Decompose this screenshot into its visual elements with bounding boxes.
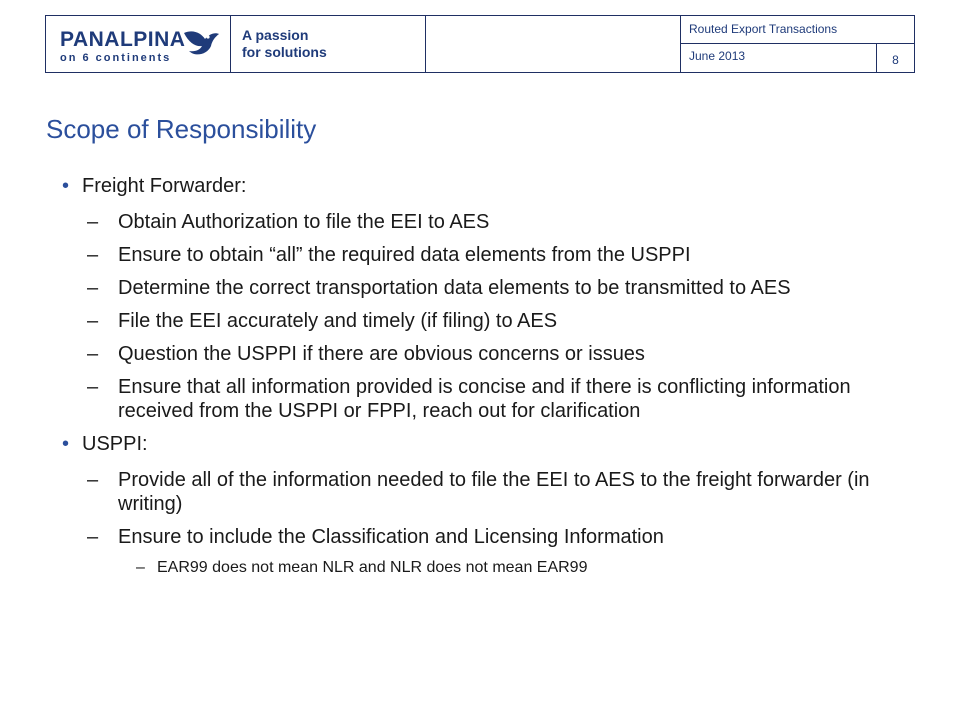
en-dash: – xyxy=(136,559,145,576)
slogan xyxy=(242,27,327,61)
bullet-freight-forwarder xyxy=(62,174,902,198)
slide-content xyxy=(62,174,902,578)
sub-bullet xyxy=(62,243,902,267)
bullet-dot: • xyxy=(62,175,70,197)
sub-bullet xyxy=(62,525,902,549)
slogan-line-2: for solutions xyxy=(242,44,327,60)
sub-bullet-text: Provide all of the information needed to file the EEI to AES to the freight forwarder (in writing) xyxy=(118,469,870,515)
sub-bullet xyxy=(62,210,902,234)
presentation-topic: Routed Export Transactions xyxy=(681,16,914,44)
bullet-label: USPPI: xyxy=(82,433,148,455)
slogan-cell xyxy=(231,16,426,72)
sub-bullet-text: Determine the correct transportation data elements to be transmitted to AES xyxy=(118,277,791,299)
sub-bullet xyxy=(62,342,902,366)
en-dash: – xyxy=(87,244,99,266)
sub-bullet xyxy=(62,468,902,516)
sub-bullet xyxy=(62,309,902,333)
info-cell xyxy=(681,16,914,72)
logo-name: PANALPINA xyxy=(60,28,186,51)
sub-sub-bullet-text: EAR99 does not mean NLR and NLR does not mean EAR99 xyxy=(157,559,588,576)
slide-header xyxy=(45,15,915,73)
sub-bullet-text: Question the USPPI if there are obvious concerns or issues xyxy=(118,343,645,365)
sub-bullet-text: Ensure to include the Classification and Licensing Information xyxy=(118,526,664,548)
sub-bullet-text: File the EEI accurately and timely (if filing) to AES xyxy=(118,310,558,332)
en-dash: – xyxy=(87,310,99,332)
logo-tagline: on 6 continents xyxy=(60,52,172,64)
en-dash: – xyxy=(87,211,99,233)
sub-bullet-text: Ensure to obtain “all” the required data elements from the USPPI xyxy=(118,244,691,266)
sub-bullet-text: Ensure that all information provided is concise and if there is conflicting information received from the USPPI or FPPI, reach out for clarification xyxy=(118,376,851,422)
en-dash: – xyxy=(87,343,99,365)
empty-cell xyxy=(426,16,681,72)
logo-cell xyxy=(46,16,231,72)
en-dash: – xyxy=(87,376,99,398)
sub-sub-bullet xyxy=(62,558,902,578)
bullet-label: Freight Forwarder: xyxy=(82,175,247,197)
en-dash: – xyxy=(87,469,99,491)
slogan-line-1: A passion xyxy=(242,27,309,43)
page-number: 8 xyxy=(876,44,914,72)
presentation-date: June 2013 xyxy=(689,49,746,63)
bullet-dot: • xyxy=(62,433,70,455)
bird-icon xyxy=(181,25,221,61)
slide-title: Scope of Responsibility xyxy=(46,114,317,144)
en-dash: – xyxy=(87,277,99,299)
sub-bullet xyxy=(62,276,902,300)
sub-bullet xyxy=(62,375,902,423)
en-dash: – xyxy=(87,526,99,548)
bullet-usppi xyxy=(62,432,902,456)
sub-bullet-text: Obtain Authorization to file the EEI to AES xyxy=(118,211,490,233)
